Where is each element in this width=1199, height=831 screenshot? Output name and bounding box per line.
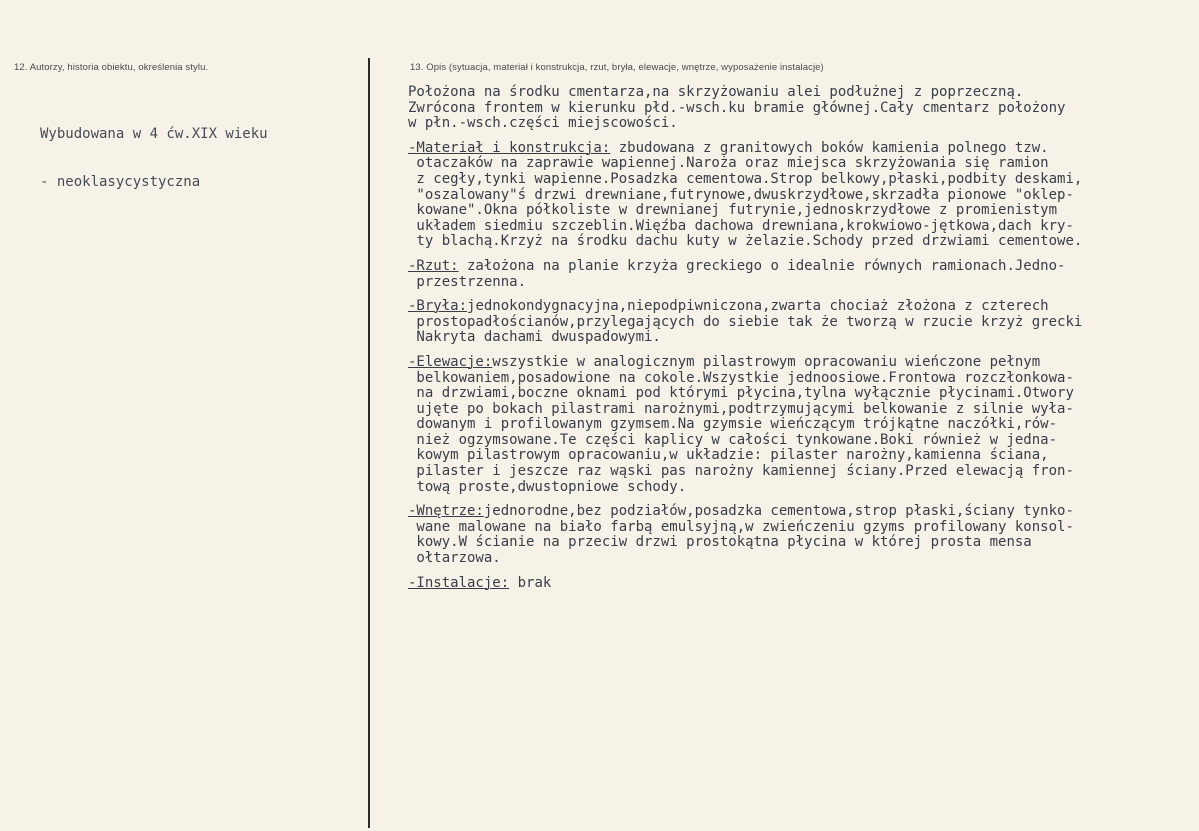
section-12-header: 12. Autorzy, historia obiektu, określenia stylu. <box>14 62 209 73</box>
text-line: kowy.W ścianie na przeciw drzwi prostokątna płycina w której prosta mensa <box>408 534 1032 551</box>
section-term: -Materiał i konstrukcja: <box>408 139 611 156</box>
style-line: Wybudowana w 4 ćw.XIX wieku <box>40 126 268 142</box>
text-line: przestrzenna. <box>408 273 527 290</box>
text-line: ty blachą.Krzyż na środku dachu kuty w żelazie.Schody przed drzwiami cementowe. <box>408 233 1083 250</box>
section-installations <box>408 576 1197 592</box>
section-material <box>408 141 1197 250</box>
text-line: "oszalowany"ś drzwi drewniane,futrynowe,dwuskrzydłowe,skrzadła pionowe "oklep- <box>408 186 1074 203</box>
text-line: belkowaniem,posadowione na cokole.Wszystkie jednoosiowe.Frontowa rozczłonkowa- <box>408 369 1074 386</box>
style-description <box>40 94 268 206</box>
text-line: pilaster i jeszcze raz wąski pas narożny kamiennej ściany.Przed elewacją fron- <box>408 463 1074 480</box>
text-line: w płn.-wsch.części miejscowości. <box>408 115 678 132</box>
section-interior <box>408 504 1197 566</box>
text-line: ujęte po bokach pilastrami narożnymi,podtrzymującymi belkowanie z silnie wyła- <box>408 400 1074 417</box>
location-paragraph <box>408 85 1197 132</box>
text-fragment: wszystkie w analogicznym pilastrowym opracowaniu wieńczone pełnym <box>492 353 1041 370</box>
text-line: z cegły,tynki wapienne.Posadzka cementowa.Strop belkowy,płaski,podbity deskami, <box>408 170 1083 187</box>
text-line: kowym pilastrowym opracowaniu,w układzie: pilaster narożny,kamienna ściana, <box>408 447 1049 464</box>
text-fragment: jednorodne,bez podziałów,posadzka cementowa,strop płaski,ściany tynko- <box>483 503 1074 520</box>
text-line: ołtarzowa. <box>408 550 501 567</box>
text-fragment: jednokondygnacyjna,niepodpiwniczona,zwarta chociaż złożona z czterech <box>467 298 1049 315</box>
text-line: nież ogzymsowane.Te części kaplicy w całości tynkowane.Boki również w jedna- <box>408 431 1058 448</box>
text-line: prostopadłościanów,przylegających do siebie tak że tworzą w rzucie krzyż grecki <box>408 313 1083 330</box>
description-body <box>408 85 1197 600</box>
section-term: -Wnętrze: <box>408 503 484 520</box>
text-fragment: brak <box>509 574 552 591</box>
section-term: -Elewacje: <box>408 353 493 370</box>
text-line: układem siedmiu szczeblin.Więźba dachowa drewniana,krokwiowo-jętkowa,dach kry- <box>408 217 1074 234</box>
text-line: otaczaków na zaprawie wapiennej.Naroża oraz miejsca skrzyżowania się ramion <box>408 155 1049 172</box>
text-line: Nakryta dachami dwuspadowymi. <box>408 329 661 346</box>
text-line: dowanym i profilowanym gzymsem.Na gzymsie wieńczącym trójkątne naczółki,rów- <box>408 416 1058 433</box>
section-term: -Instalacje: <box>408 574 510 591</box>
text-fragment: zbudowana z granitowych boków kamienia polnego tzw. <box>610 139 1049 156</box>
text-line: na drzwiami,boczne oknami pod którymi płycina,tylna wyłącznie płycinami.Otwory <box>408 385 1074 402</box>
text-line: kowane".Okna półkoliste w drewnianej futrynie,jednoskrzydłowe z promienistym <box>408 202 1058 219</box>
section-13-header: 13. Opis (sytuacja, materiał i konstrukcja, rzut, bryła, elewacje, wnętrze, wyposażenie instalacje) <box>410 62 824 73</box>
section-elevations <box>408 355 1197 495</box>
section-massing <box>408 299 1197 346</box>
text-line: tową proste,dwustopniowe schody. <box>408 478 687 495</box>
text-line: Zwrócona frontem w kierunku płd.-wsch.ku bramie głównej.Cały cmentarz położony <box>408 99 1066 116</box>
style-line: - neoklasycystyczna <box>40 174 201 190</box>
text-line: Położona na środku cmentarza,na skrzyżowaniu alei podłużnej z poprzeczną. <box>408 84 1024 100</box>
section-plan <box>408 259 1197 290</box>
column-divider <box>368 58 370 828</box>
text-fragment: założona na planie krzyża greckiego o idealnie równych ramionach.Jedno- <box>458 257 1066 274</box>
section-term: -Rzut: <box>408 257 459 274</box>
text-line: wane malowane na biało farbą emulsyjną,w zwieńczeniu gzyms profilowany konsol- <box>408 518 1074 535</box>
section-term: -Bryła: <box>408 298 468 315</box>
